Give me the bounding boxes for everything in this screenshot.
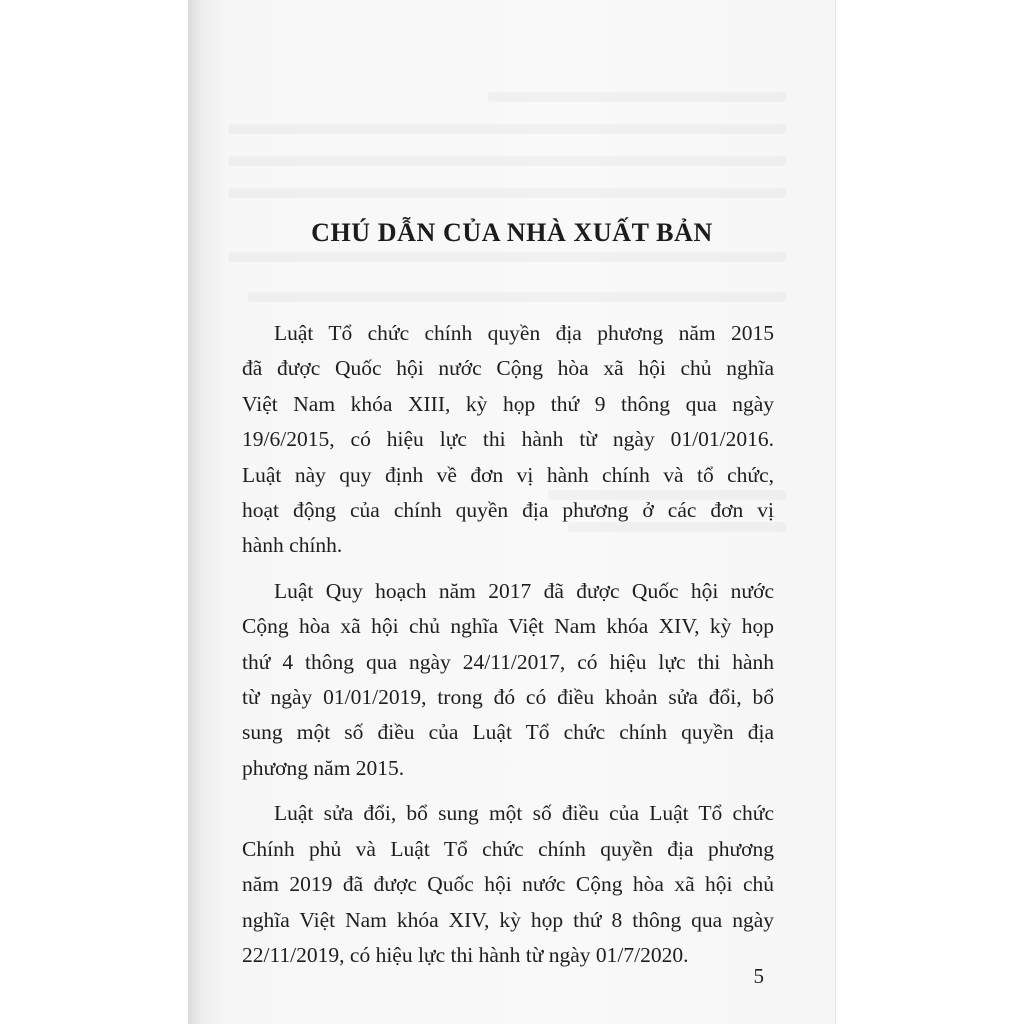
- page-number: 5: [753, 964, 764, 988]
- book-page: [188, 0, 836, 1024]
- paragraph-line: Luật Quy hoạch năm 2017 đã được Quốc hội nước: [274, 578, 774, 603]
- paragraph-line: nghĩa Việt Nam khóa XIV, kỳ họp thứ 8 thông qua ngày: [242, 907, 774, 932]
- paragraph-line: Chính phủ và Luật Tổ chức chính quyền địa phương: [242, 836, 774, 861]
- paragraph-line: phương năm 2015.: [242, 755, 405, 780]
- paragraph-line: Luật Tổ chức chính quyền địa phương năm 2015: [274, 321, 774, 345]
- paragraph-line: Luật này quy định về đơn vị hành chính và tổ chức,: [242, 462, 774, 487]
- paragraph-line: 19/6/2015, có hiệu lực thi hành từ ngày 01/01/2016.: [242, 427, 774, 452]
- paragraph-line: từ ngày 01/01/2019, trong đó có điều khoản sửa đổi, bổ: [242, 685, 774, 710]
- paragraph-line: thứ 4 thông qua ngày 24/11/2017, có hiệu lực thi hành: [242, 649, 774, 674]
- paragraph-line: năm 2019 đã được Quốc hội nước Cộng hòa xã hội chủ: [242, 872, 774, 897]
- paragraph-line: Việt Nam khóa XIII, kỳ họp thứ 9 thông qua ngày: [242, 391, 774, 416]
- paragraph-line: Luật sửa đổi, bổ sung một số điều của Luật Tổ chức: [274, 801, 774, 826]
- page-title: CHÚ DẪN CỦA NHÀ XUẤT BẢN: [311, 218, 713, 247]
- paragraph-line: hoạt động của chính quyền địa phương ở các đơn vị: [242, 498, 774, 523]
- paragraph-line: Cộng hòa xã hội chủ nghĩa Việt Nam khóa XIV, kỳ họp: [242, 614, 774, 639]
- paragraph-3: [242, 796, 774, 973]
- paragraph-1: [242, 316, 774, 564]
- paragraph-line: sung một số điều của Luật Tổ chức chính quyền địa: [242, 720, 774, 745]
- paragraph-line: hành chính.: [242, 533, 343, 558]
- paragraph-line: đã được Quốc hội nước Cộng hòa xã hội chủ nghĩa: [242, 356, 774, 381]
- paragraph-line: 22/11/2019, có hiệu lực thi hành từ ngày 01/7/2020.: [242, 942, 689, 967]
- paragraph-2: [242, 574, 774, 786]
- body-text: [242, 316, 774, 983]
